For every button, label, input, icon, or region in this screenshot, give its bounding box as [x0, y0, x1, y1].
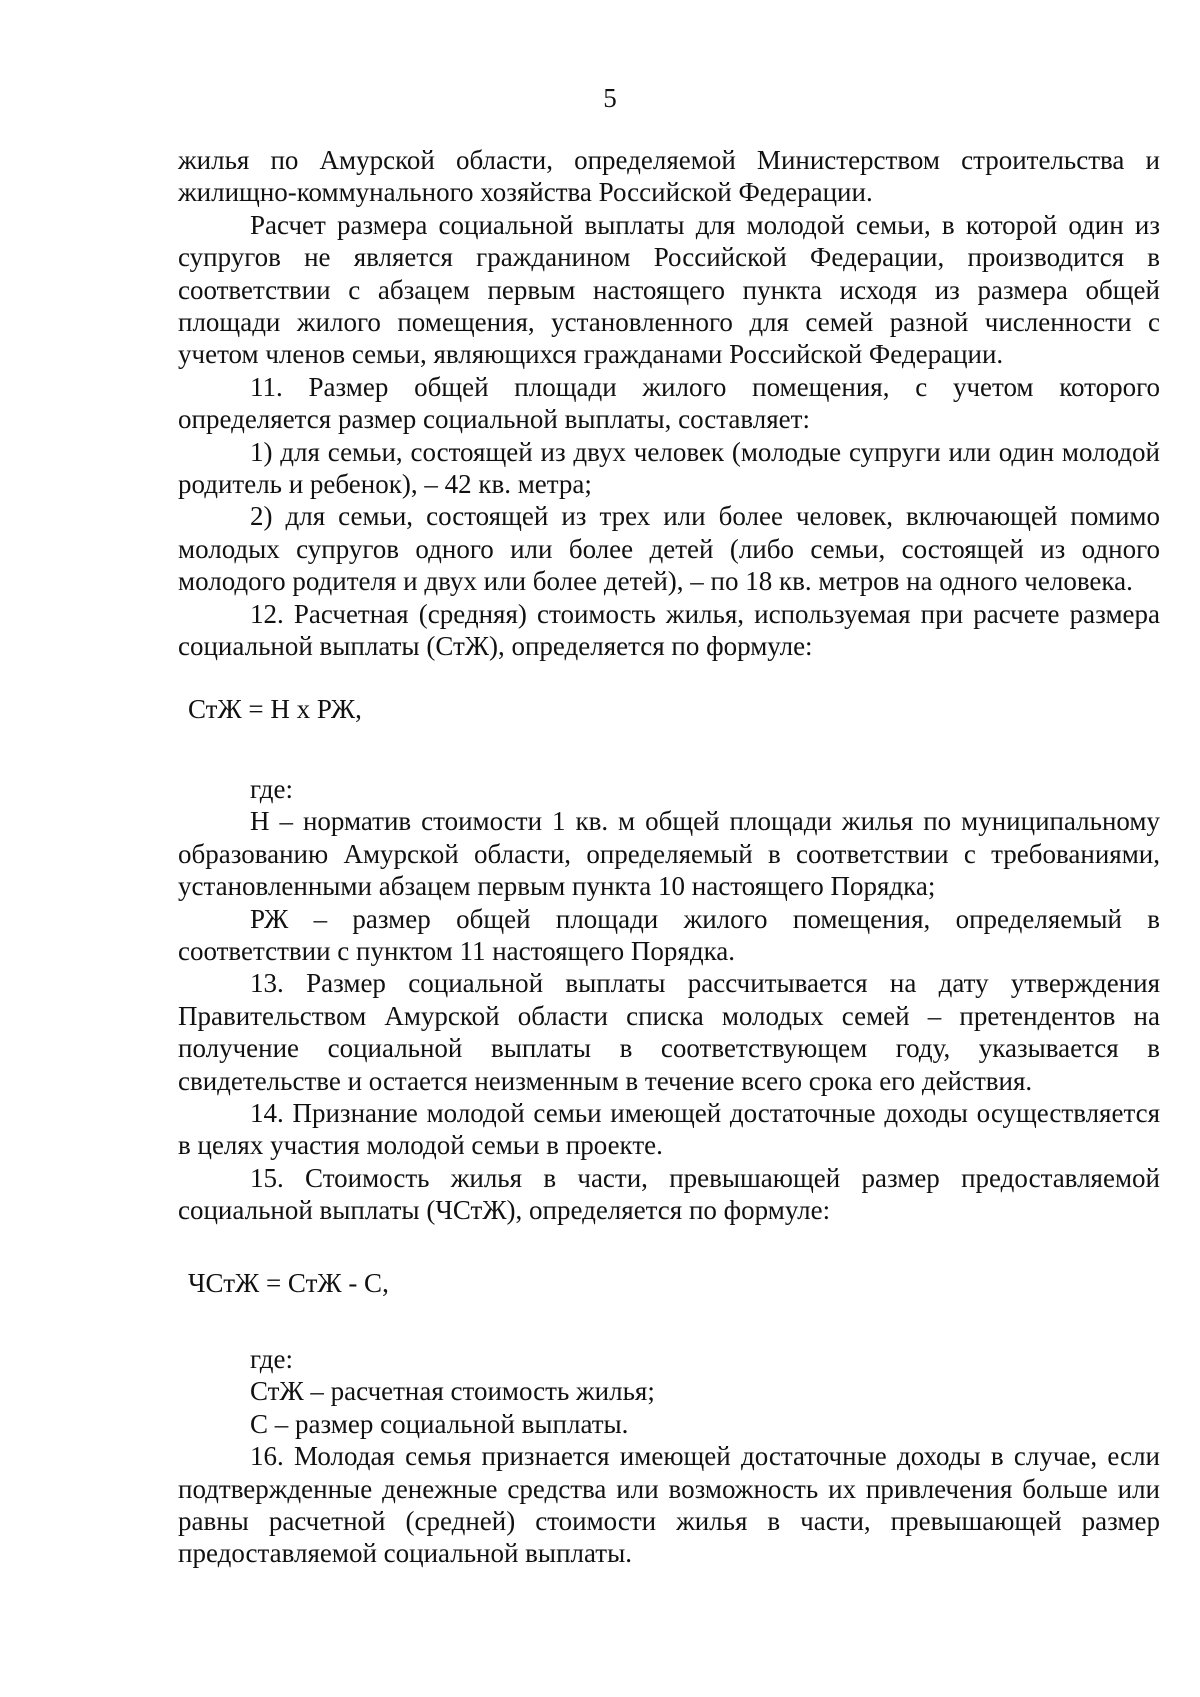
paragraph-item-14: 14. Признание молодой семьи имеющей достаточные доходы осуществляется в целях участия молодой семьи в проекте. [178, 1097, 1160, 1161]
paragraph-item-11: 11. Размер общей площади жилого помещения, с учетом которого определяется размер социальной выплаты, составляет: [178, 371, 1160, 435]
document-body [178, 144, 1160, 1570]
definition-c: С – размер социальной выплаты. [250, 1408, 629, 1439]
paragraph-item-16: 16. Молодая семья признается имеющей достаточные доходы в случае, если подтвержденные денежные средства или возможность их привлечения больше или равны расчетной (средней) стоимости жилья в части, превышающей размер предоставляемой социальной выплаты. [178, 1441, 1160, 1569]
formula-stzh: СтЖ = Н х РЖ, [188, 693, 362, 724]
paragraph-item-12: 12. Расчетная (средняя) стоимость жилья, используемая при расчете размера социальной выплаты (СтЖ), определяется по формуле: [178, 598, 1160, 662]
paragraph-item-13: 13. Размер социальной выплаты рассчитывается на дату утверждения Правительством Амурской области списка молодых семей – претендентов на получение социальной выплаты в соответствующем году, указывается в свидетельстве и остается неизменным в течение всего срока его действия. [178, 968, 1160, 1096]
paragraph: Расчет размера социальной выплаты для молодой семьи, в которой один из супругов не является гражданином Российской Федерации, производится в соответствии с абзацем первым настоящего пункта исходя из размера общей площади жилого помещения, установленного для семей разной численности с учетом членов семьи, являющихся гражданами Российской Федерации. [178, 209, 1160, 370]
subitem-2: 2) для семьи, состоящей из трех или более человек, включающей помимо молодых супругов одного или более детей (либо семьи, состоящей из одного молодого родителя и двух или более детей), – по 18 кв. метров на одного человека. [178, 501, 1160, 597]
formula-chstzh: ЧСтЖ = СтЖ - С, [188, 1267, 389, 1298]
page-number: 5 [603, 83, 617, 113]
subitem-1: 1) для семьи, состоящей из двух человек (молодые супруги или один молодой родитель и ребенок), – 42 кв. метра; [178, 436, 1160, 500]
paragraph: жилья по Амурской области, определяемой Министерством строительства и жилищно-коммунального хозяйства Российской Федерации. [178, 145, 1160, 208]
where-label: где: [250, 1344, 293, 1374]
definition-stzh: СтЖ – расчетная стоимость жилья; [250, 1376, 655, 1407]
where-label: где: [250, 773, 293, 804]
paragraph-item-15: 15. Стоимость жилья в части, превышающей размер предоставляемой социальной выплаты (ЧСтЖ), определяется по формуле: [178, 1162, 1160, 1226]
definition-n: Н – норматив стоимости 1 кв. м общей площади жилья по муниципальному образованию Амурской области, определяемый в соответствии с требованиями, установленными абзацем первым пункта 10 настоящего Порядка; [178, 806, 1160, 902]
definition-rzh: РЖ – размер общей площади жилого помещения, определяемый в соответствии с пунктом 11 настоящего Порядка. [178, 903, 1160, 966]
